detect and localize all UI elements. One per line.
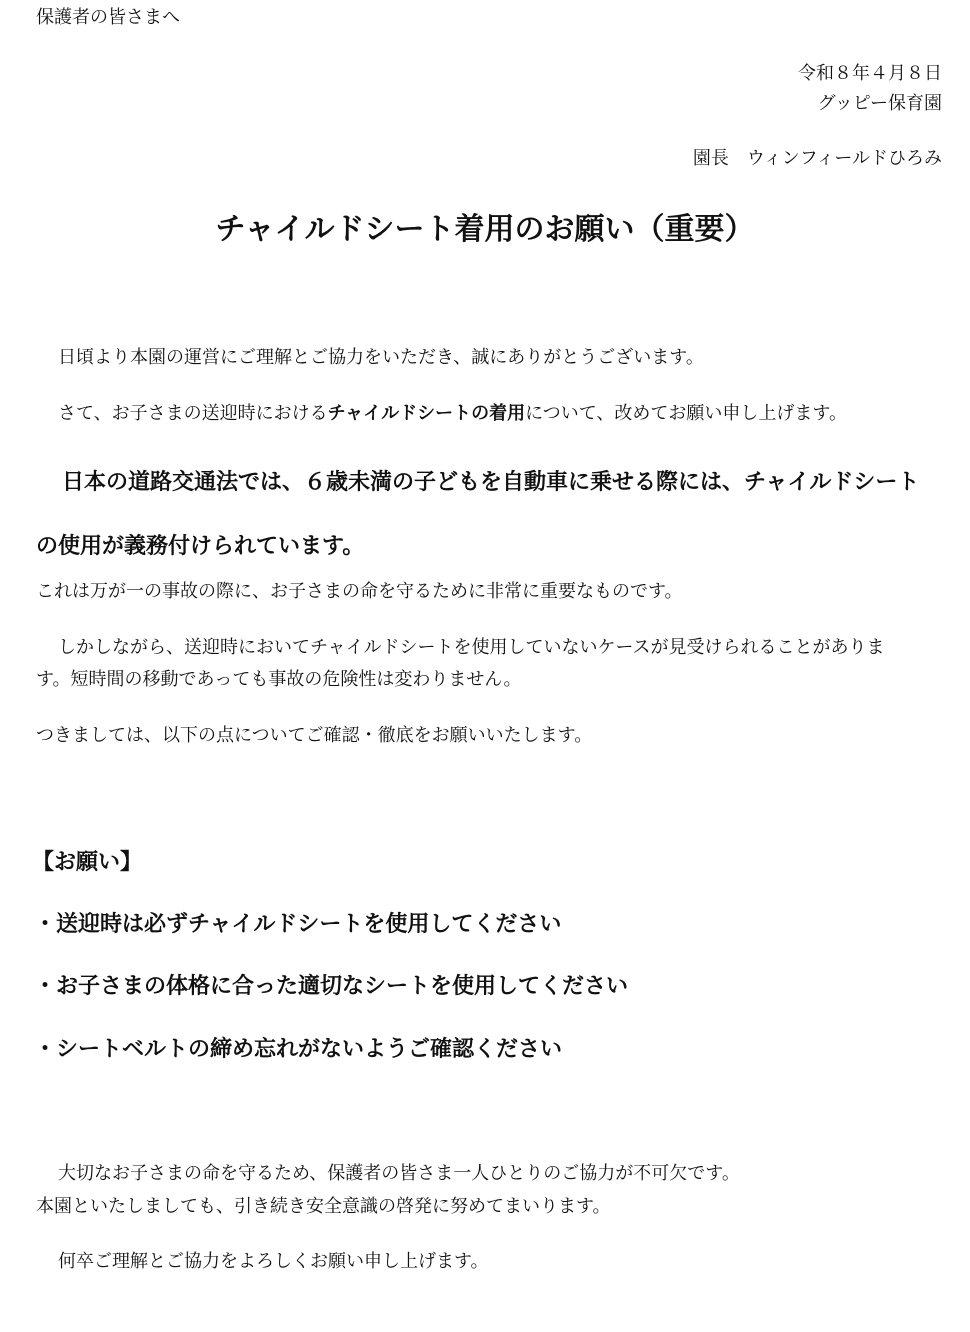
paragraph-concern-line2: す。短時間の移動であっても事故の危険性は変わりません。 — [36, 669, 522, 690]
request-item: ・シートベルトの締め忘れがないようご確認ください — [34, 1037, 563, 1062]
purpose-text-c: について、改めてお願い申し上げます。 — [525, 403, 847, 424]
paragraph-request-intro: つきましては、以下の点についてご確認・徹底をお願いいたします。 — [36, 725, 593, 746]
closing-line1: 大切なお子さまの命を守るため、保護者の皆さま一人ひとりのご協力が不可欠です。 — [58, 1163, 740, 1184]
signer: 園長 ウィンフィールドひろみ — [692, 148, 942, 169]
paragraph-concern-line1: しかしながら、送迎時においてチャイルドシートを使用していないケースが見受けられることがありま — [58, 637, 885, 658]
paragraph-greeting: 日頃より本園の運営にご理解とご協力をいただき、誠にありがとうございます。 — [58, 347, 704, 368]
legal-notice-line1: 日本の道路交通法では、６歳未満の子どもを自動車に乗せる際には、チャイルドシート — [62, 470, 920, 495]
closing-line2: 本園といたしましても、引き続き安全意識の啓発に努めてまいります。 — [36, 1196, 611, 1217]
paragraph-purpose — [58, 402, 847, 426]
closing-final: 何卒ご理解とご協力をよろしくお願い申し上げます。 — [58, 1251, 489, 1272]
paragraph-importance: これは万が一の事故の際に、お子さまの命を守るために非常に重要なものです。 — [36, 581, 683, 602]
request-item: ・お子さまの体格に合った適切なシートを使用してください — [34, 974, 629, 999]
request-item: ・送迎時は必ずチャイルドシートを使用してください — [34, 912, 562, 937]
date: 令和８年４月８日 — [798, 63, 942, 84]
recipient: 保護者の皆さまへ — [36, 7, 180, 28]
organization-name: グッピー保育園 — [817, 93, 942, 114]
purpose-text-emphasis: チャイルドシートの着用 — [327, 403, 526, 424]
purpose-text-a: さて、お子さまの送迎時における — [58, 403, 328, 424]
document-title: チャイルドシート着用のお願い（重要） — [215, 212, 755, 247]
legal-notice-line2: の使用が義務付けられています。 — [36, 534, 365, 559]
request-heading: 【お願い】 — [32, 850, 143, 875]
